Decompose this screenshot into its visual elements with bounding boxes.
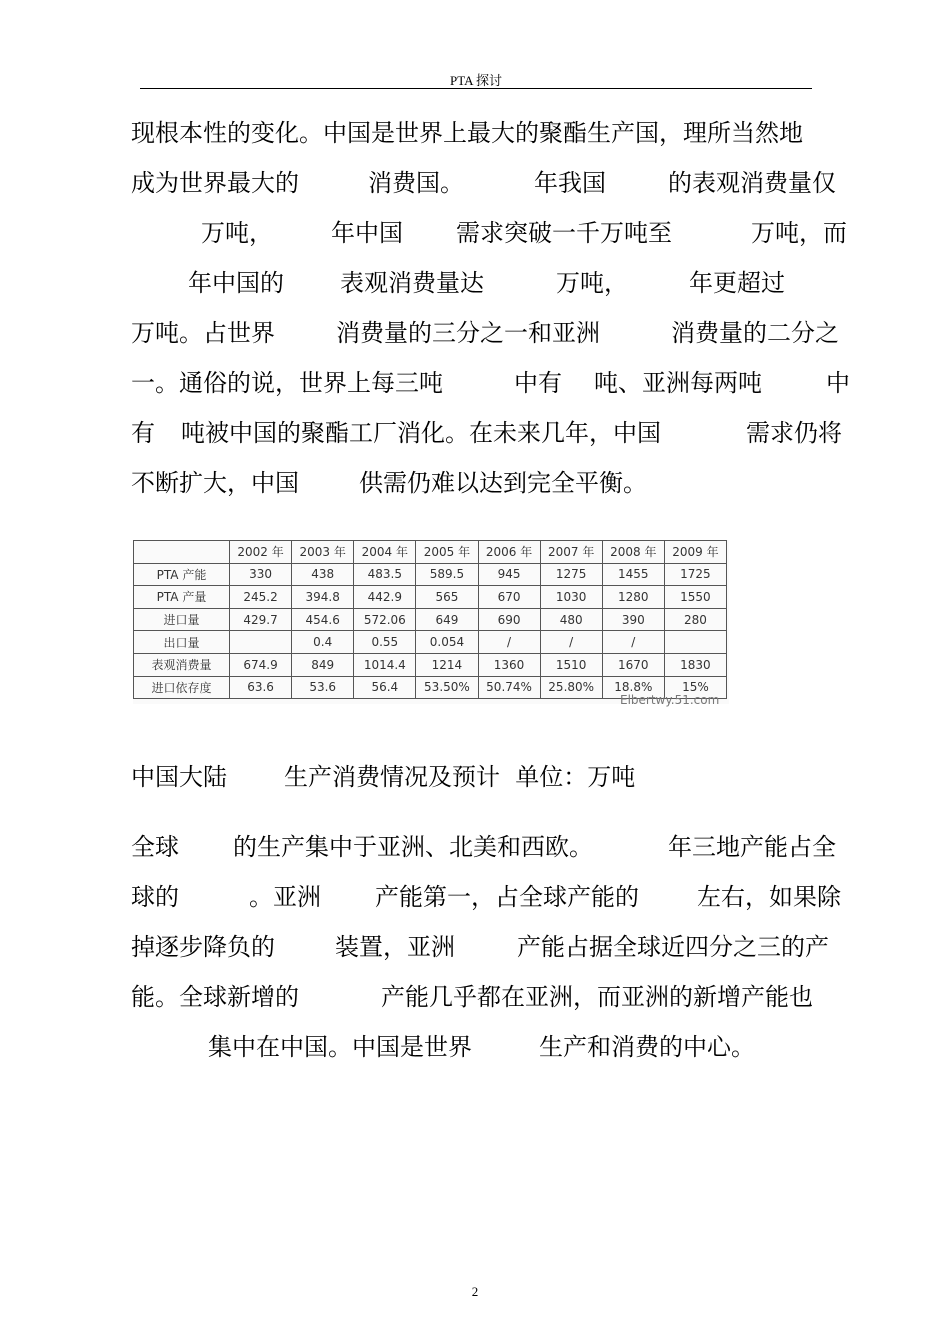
text-segment: 年我国 [534,169,606,197]
table-row-label: PTA 产能 [134,563,230,586]
table-cell: / [540,631,602,654]
table-cell: 1455 [602,563,664,586]
table-header-cell: 2005 年 [416,541,478,564]
text-segment: 现根本性的变化。中国是世界上最大的聚酯生产国，理所当然地 [131,119,803,147]
text-line [131,980,813,1014]
table-cell: 1510 [540,653,602,676]
text-segment: 不断扩大，中国 [131,469,299,497]
text-segment: 一。通俗的说，世界上每三吨 [131,369,443,397]
text-segment: 表观消费量达 [340,269,484,297]
text-segment: 掉逐步降负的 [131,933,275,961]
table-cell: 63.6 [230,676,292,699]
pta-data-table-image [133,540,729,707]
text-line [131,416,842,450]
table-cell: 589.5 [416,563,478,586]
text-segment: 万吨， [556,269,628,297]
table-row-label: 进口量 [134,608,230,631]
table-cell: 25.80% [540,676,602,699]
table-cell: 1830 [664,653,726,676]
table-cell: 1550 [664,586,726,609]
table-cell: 670 [478,586,540,609]
table-cell: 1214 [416,653,478,676]
text-segment: 供需仍难以达到完全平衡。 [359,469,647,497]
table-row [134,586,727,609]
text-segment: 有 [131,419,155,447]
table-cell [664,631,726,654]
text-line [131,466,647,500]
table-cell: 0.55 [354,631,416,654]
table-cell: 438 [292,563,354,586]
text-segment: 能。全球新增的 [131,983,299,1011]
text-segment: 年更超过 [689,269,785,297]
text-segment: 万吨。占世界 [131,319,275,347]
table-row [134,653,727,676]
table-cell: 690 [478,608,540,631]
text-segment: 万吨，而 [751,219,847,247]
text-line [131,366,850,400]
pta-data-table [133,540,727,699]
text-segment: 。亚洲 [249,883,321,911]
table-cell: 53.6 [292,676,354,699]
table-cell: 945 [478,563,540,586]
table-cell: 53.50% [416,676,478,699]
header-rule [140,88,812,89]
text-segment: 万吨， [201,219,273,247]
table-cell: 1360 [478,653,540,676]
table-cell: / [602,631,664,654]
caption-segment: 中国大陆 [131,763,227,791]
table-row [134,608,727,631]
table-cell: 330 [230,563,292,586]
table-cell: 394.8 [292,586,354,609]
text-line [131,880,841,914]
table-row [134,631,727,654]
text-segment: 装置，亚洲 [335,933,455,961]
table-cell: 849 [292,653,354,676]
table-cell: 442.9 [354,586,416,609]
text-segment: 全球 [131,833,179,861]
table-header-cell: 2008 年 [602,541,664,564]
table-cell: 572.06 [354,608,416,631]
text-line [131,116,803,150]
table-cell: 18.8% [602,676,664,699]
text-segment: 产能几乎都在亚洲，而亚洲的新增产能也 [381,983,813,1011]
text-segment: 成为世界最大的 [131,169,299,197]
text-segment: 年中国 [331,219,403,247]
text-segment: 生产和消费的中心。 [539,1033,755,1061]
text-segment: 吨、亚洲每两吨 [594,369,762,397]
table-header-cell: 2003 年 [292,541,354,564]
text-segment: 消费量的二分之 [671,319,839,347]
text-line [131,1030,755,1064]
text-segment: 左右，如果除 [697,883,841,911]
table-header-row [134,541,727,564]
table-cell: / [478,631,540,654]
text-segment: 消费国。 [368,169,464,197]
text-segment: 的生产集中于亚洲、北美和西欧。 [233,833,593,861]
table-header-cell: 2004 年 [354,541,416,564]
table-cell: 565 [416,586,478,609]
table-cell: 56.4 [354,676,416,699]
table-cell: 1670 [602,653,664,676]
text-segment: 中有 [514,369,562,397]
text-line [131,166,836,200]
table-cell [230,631,292,654]
text-segment: 产能占据全球近四分之三的产 [517,933,829,961]
image-watermark: Elbertwy.51.com [620,693,720,707]
text-segment: 中 [826,369,850,397]
table-cell: 1275 [540,563,602,586]
table-cell: 15% [664,676,726,699]
table-cell: 454.6 [292,608,354,631]
table-cell: 429.7 [230,608,292,631]
text-line [131,930,829,964]
table-row-label: 进口依存度 [134,676,230,699]
text-segment: 消费量的三分之一和亚洲 [336,319,600,347]
text-segment: 集中在中国。中国是世界 [208,1033,472,1061]
running-header: PTA 探讨 [449,73,503,88]
table-header-cell: 2007 年 [540,541,602,564]
table-row [134,563,727,586]
table-cell: 674.9 [230,653,292,676]
table-header-cell: 2009 年 [664,541,726,564]
table-cell: 480 [540,608,602,631]
table-header-cell [134,541,230,564]
table-cell: 245.2 [230,586,292,609]
table-cell: 0.4 [292,631,354,654]
text-line [131,830,836,864]
table-cell: 390 [602,608,664,631]
table-cell: 1030 [540,586,602,609]
text-line [131,266,785,300]
text-line [131,316,839,350]
table-cell: 1014.4 [354,653,416,676]
text-line [131,216,847,250]
table-row-label: 出口量 [134,631,230,654]
text-segment: 球的 [131,883,179,911]
table-cell: 280 [664,608,726,631]
table-cell: 483.5 [354,563,416,586]
table-cell: 1725 [664,563,726,586]
text-segment: 需求仍将 [746,419,842,447]
table-header-cell: 2006 年 [478,541,540,564]
text-segment: 年中国的 [188,269,284,297]
table-cell: 0.054 [416,631,478,654]
page-number: 2 [471,1284,479,1299]
table-row-label: 表观消费量 [134,653,230,676]
table-cell: 649 [416,608,478,631]
text-segment: 的表观消费量仅 [668,169,836,197]
text-segment: 需求突破一千万吨至 [456,219,672,247]
text-segment: 年三地产能占全 [668,833,836,861]
table-header-cell: 2002 年 [230,541,292,564]
caption-segment: 生产消费情况及预计 单位：万吨 [284,763,636,791]
table-cell: 1280 [602,586,664,609]
text-segment: 吨被中国的聚酯工厂消化。在未来几年，中国 [181,419,661,447]
table-row-label: PTA 产量 [134,586,230,609]
text-segment: 产能第一，占全球产能的 [375,883,639,911]
table-cell: 50.74% [478,676,540,699]
